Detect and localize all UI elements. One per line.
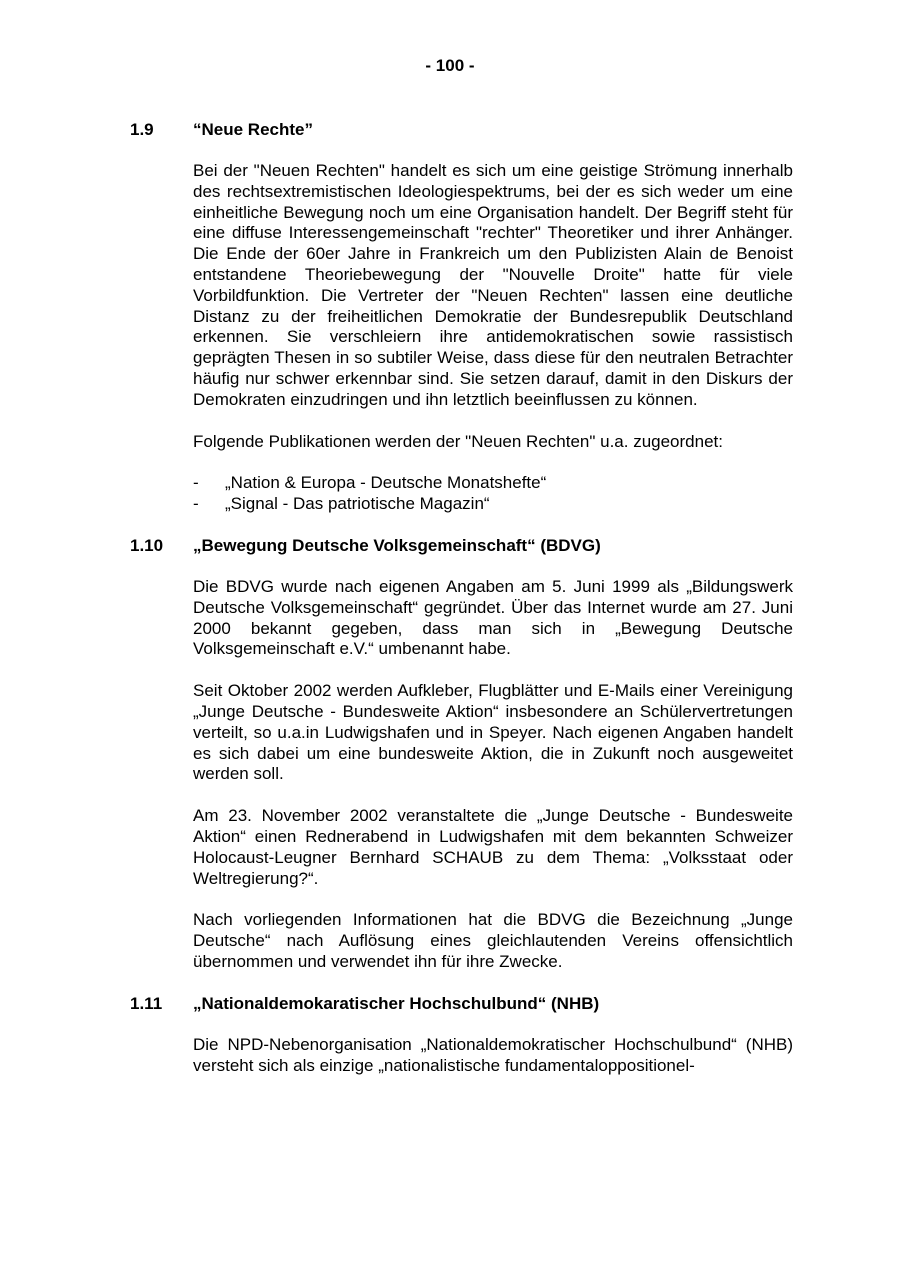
list-item-text: „Nation & Europa - Deutsche Monatshefte“ bbox=[225, 473, 547, 493]
paragraph: Die NPD-Nebenorganisation „Nationaldemokratischer Hochschulbund“ (NHB) versteht sich als einzige „nationalistische fundamentaloppositionel- bbox=[193, 1034, 793, 1075]
list-item bbox=[193, 494, 793, 515]
section-heading-1-9 bbox=[130, 119, 793, 140]
publication-list bbox=[193, 473, 793, 515]
paragraph: Am 23. November 2002 veranstaltete die „Junge Deutsche - Bundesweite Aktion“ einen Rednerabend in Ludwigshafen mit dem bekannten Schweizer Holocaust-Leugner Bernhard SCHAUB zu dem Thema: „Volksstaat oder Weltregierung?“. bbox=[193, 806, 793, 888]
section-body-1-9 bbox=[193, 161, 793, 515]
paragraph: Nach vorliegenden Informationen hat die BDVG die Bezeichnung „Junge Deutsche“ nach Auflösung eines gleichlautenden Vereins offensichtlich übernommen und verwendet ihn für ihre Zwecke. bbox=[193, 910, 793, 971]
section-heading-1-11 bbox=[130, 993, 793, 1014]
list-item bbox=[193, 473, 793, 494]
list-item-text: „Signal - Das patriotische Magazin“ bbox=[225, 494, 490, 514]
section-body-1-11 bbox=[193, 1035, 793, 1077]
section-heading-1-10 bbox=[130, 535, 793, 556]
paragraph: Seit Oktober 2002 werden Aufkleber, Flugblätter und E-Mails einer Vereinigung „Junge Deutsche - Bundesweite Aktion“ insbesondere an Schülervertretungen verteilt, so u.a.in Ludwigshafen und in Speyer. Nach eigenen Angaben handelt es sich dabei um eine bundesweite Aktion, die in Zukunft noch ausgeweitet werden soll. bbox=[193, 681, 793, 784]
section-title: „Bewegung Deutsche Volksgemeinschaft“ (BDVG) bbox=[193, 535, 601, 555]
paragraph: Folgende Publikationen werden der "Neuen Rechten" u.a. zugeordnet: bbox=[193, 431, 723, 451]
section-number: 1.9 bbox=[130, 120, 154, 139]
section-number: 1.10 bbox=[130, 535, 164, 555]
section-title: “Neue Rechte” bbox=[193, 120, 313, 139]
page-number: - 100 - bbox=[425, 56, 475, 75]
section-title: „Nationaldemokaratischer Hochschulbund“ (NHB) bbox=[193, 993, 600, 1013]
section-number: 1.11 bbox=[130, 993, 163, 1013]
document-body bbox=[130, 119, 793, 1076]
paragraph: Die BDVG wurde nach eigenen Angaben am 5. Juni 1999 als „Bildungswerk Deutsche Volksgemeinschaft“ gegründet. Über das Internet wurde am 27. Juni 2000 bekannt gegeben, dass man sich in „Bewegung Deutsche Volksgemeinschaft e.V.“ umbenannt habe. bbox=[193, 576, 793, 659]
section-body-1-10 bbox=[193, 577, 793, 973]
list-marker: - bbox=[193, 473, 199, 493]
paragraph: Bei der "Neuen Rechten" handelt es sich um eine geistige Strömung innerhalb des rechtsextremistischen Ideologiespektrums, bei der es sich weder um eine einheitliche Bewegung noch um eine Organisation handelt. Der Begriff steht für eine diffuse Interessengemeinschaft "rechter" Theoretiker und ihrer Anhänger. Die Ende der 60er Jahre in Frankreich um den Publizisten Alain de Benoist entstandene Theoriebewegung der "Nouvelle Droite" hatte für viele Vorbildfunktion. Die Vertreter der "Neuen Rechten" lassen eine deutliche Distanz zu der freiheitlichen Demokratie der Bundesrepublik Deutschland erkennen. Sie verschleiern ihre antidemokratischen sowie rassistisch geprägten Thesen in so subtiler Weise, dass diese für den neutralen Betrachter häufig nur schwer erkennbar sind. Sie setzen darauf, damit in den Diskurs der Demokraten einzudringen und ihn letztlich beeinflussen zu können. bbox=[193, 161, 793, 409]
list-marker: - bbox=[193, 494, 199, 514]
